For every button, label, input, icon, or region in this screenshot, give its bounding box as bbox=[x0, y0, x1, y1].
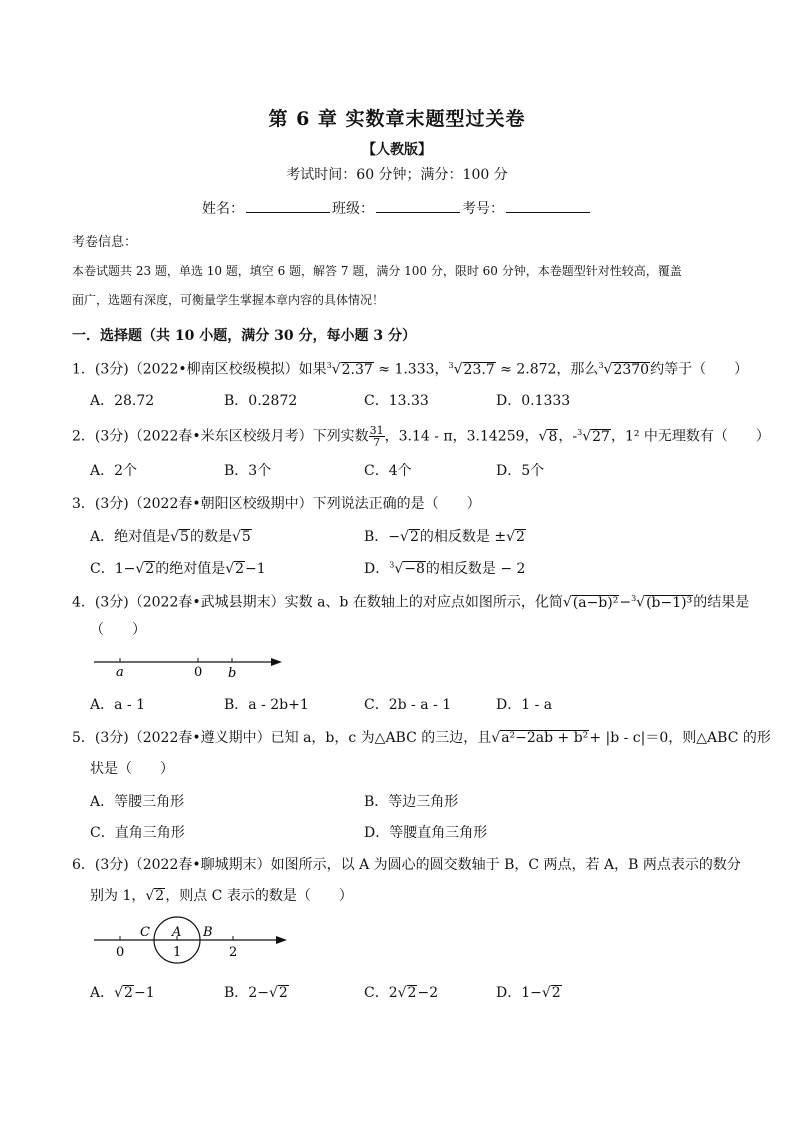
section-title: 一．选择题（共 10 小题，满分 30 分，每小题 3 分） bbox=[72, 328, 416, 344]
q4-number-line bbox=[90, 650, 290, 682]
question-4: 4．(3分)（2022春•武城县期末）实数 a、b 在数轴上的对应点如图所示，化简√(a−b)²−$^3$√(b−1)³的结果是 bbox=[72, 594, 750, 611]
question-6: 6．(3分)（2022春•聊城期末）如图所示，以 A 为圆心的圆交数轴于 B，C 两点，若 A，B 两点表示的数分 bbox=[72, 857, 741, 873]
q1-text-2: ≈ 2.872，那么 bbox=[500, 361, 599, 378]
q2-radicand-1: 8 bbox=[548, 428, 558, 445]
exam-info: 考试时间：60 分钟；满分：100 分 bbox=[286, 167, 508, 183]
q1-radicand-2: 23.7 bbox=[463, 361, 495, 378]
q1-prefix: 1．(3分)（2022•柳南区校级模拟）如果 bbox=[72, 361, 327, 378]
q3-option-a[interactable]: A．绝对值是√5的数是√5 bbox=[90, 529, 251, 545]
q3-option-c[interactable]: C．1−√2的绝对值是√2−1 bbox=[90, 561, 266, 577]
q6-line-2: 别为 1，√2，则点 C 表示的数是（ ） bbox=[90, 888, 353, 904]
q2-tail: ，1² 中无理数有（ ） bbox=[610, 428, 770, 445]
page-title: 第 6 章 实数章末题型过关卷 bbox=[268, 108, 526, 130]
question-2: 2．(3分)（2022春•米东区校级月考）下列实数 $\frac{31}{7}$ ，3.14 - π，3.14259，√8，-$^3$√27，1² 中无理数有（ ） bbox=[72, 424, 770, 450]
number-field[interactable] bbox=[506, 198, 590, 213]
q6-option-d[interactable]: D．1−√2 bbox=[496, 985, 561, 1001]
q6-option-a[interactable]: A．√2−1 bbox=[90, 985, 155, 1001]
edition-label: 【人教版】 bbox=[362, 142, 432, 158]
q2-option-c[interactable]: C．4个 bbox=[364, 463, 412, 479]
q2-option-b[interactable]: B．3个 bbox=[224, 463, 272, 479]
q4-option-a[interactable]: A．a - 1 bbox=[90, 697, 145, 713]
q1-radicand-3: 2370 bbox=[613, 361, 650, 378]
q5-option-a[interactable]: A．等腰三角形 bbox=[90, 794, 185, 810]
q4-option-b[interactable]: B．a - 2b+1 bbox=[224, 697, 309, 713]
q4-prefix: 4．(3分)（2022春•武城县期末）实数 a、b 在数轴上的对应点如图所示，化简 bbox=[72, 594, 563, 611]
info-line-2: 面广，选题有深度，可衡量学生掌握本章内容的具体情况！ bbox=[72, 293, 385, 307]
q1-option-a[interactable]: A．28.72 bbox=[90, 393, 155, 409]
q6-number-line bbox=[90, 914, 300, 964]
q2-mid: ，3.14 - π，3.14259， bbox=[384, 428, 539, 445]
q4-paren: （ ） bbox=[90, 622, 146, 638]
q6-label-B: B bbox=[203, 925, 213, 940]
class-label: 班级： bbox=[332, 201, 374, 217]
name-label: 姓名： bbox=[202, 201, 244, 217]
q1-option-d[interactable]: D．0.1333 bbox=[496, 393, 571, 409]
q5-line-2: 状是（ ） bbox=[90, 761, 174, 777]
q5-option-c[interactable]: C．直角三角形 bbox=[90, 825, 185, 841]
q4-label-a: a bbox=[116, 665, 124, 680]
q2-prefix: 2．(3分)（2022春•米东区校级月考）下列实数 bbox=[72, 428, 369, 445]
q4-axis-arrow bbox=[271, 658, 282, 666]
name-field[interactable] bbox=[246, 198, 330, 213]
q5-tail: + |b - c|＝0，则△ABC 的形 bbox=[589, 730, 771, 746]
q5-option-d[interactable]: D．等腰直角三角形 bbox=[364, 825, 488, 841]
q6-label-2: 2 bbox=[229, 945, 238, 960]
q4-radicand-1: (a−b)² bbox=[572, 594, 619, 611]
q6-axis-arrow bbox=[276, 936, 287, 944]
q1-text-1: ≈ 1.333， bbox=[378, 361, 449, 378]
q5-option-b[interactable]: B．等边三角形 bbox=[364, 794, 459, 810]
q1-option-b[interactable]: B．0.2872 bbox=[224, 393, 298, 409]
q6-option-b[interactable]: B．2−√2 bbox=[224, 985, 288, 1001]
q3-option-b[interactable]: B．−√2的相反数是 ±√2 bbox=[364, 529, 525, 545]
class-field[interactable] bbox=[376, 198, 460, 213]
q5-radicand: a²−2ab + b² bbox=[501, 730, 589, 746]
q2-radicand-2: 27 bbox=[592, 428, 610, 445]
question-3: 3．(3分)（2022春•朝阳区校级期中）下列说法正确的是（ ） bbox=[72, 496, 481, 512]
info-line-1: 本卷试题共 23 题，单选 10 题，填空 6 题，解答 7 题，满分 100 分，限时 60 分钟，本卷题型针对性较高，覆盖 bbox=[72, 264, 682, 278]
question-1: 1．(3分)（2022•柳南区校级模拟）如果$^3$√2.37 ≈ 1.333，$^3$√23.7 ≈ 2.872，那么$^3$√2370约等于（ ） bbox=[72, 361, 749, 378]
q2-option-d[interactable]: D．5个 bbox=[496, 463, 545, 479]
q1-option-c[interactable]: C．13.33 bbox=[364, 393, 429, 409]
q2-option-a[interactable]: A．2个 bbox=[90, 463, 138, 479]
q4-label-0: 0 bbox=[194, 665, 203, 680]
q6-option-c[interactable]: C．2√2−2 bbox=[364, 985, 439, 1001]
q6-label-1: 1 bbox=[173, 945, 182, 960]
student-fields bbox=[0, 198, 794, 218]
info-heading: 考卷信息： bbox=[72, 235, 138, 250]
q6-label-A: A bbox=[172, 925, 182, 940]
q4-option-d[interactable]: D．1 - a bbox=[496, 697, 553, 713]
q4-option-c[interactable]: C．2b - a - 1 bbox=[364, 697, 452, 713]
question-5: 5．(3分)（2022春•遵义期中）已知 a，b，c 为△ABC 的三边，且√a²−2ab + b²+ |b - c|＝0，则△ABC 的形 bbox=[72, 730, 771, 746]
q3-option-d[interactable]: D．$^3$√−8的相反数是 − 2 bbox=[364, 560, 526, 577]
q2-fraction: $\frac{31}{7}$ bbox=[369, 424, 384, 450]
q4-label-b: b bbox=[228, 666, 237, 681]
q6-label-C: C bbox=[140, 925, 150, 940]
q4-radicand-2: (b−1)³ bbox=[646, 594, 693, 611]
q1-text-3: 约等于（ ） bbox=[650, 361, 749, 378]
q1-radicand-1: 2.37 bbox=[341, 361, 373, 378]
number-label: 考号： bbox=[462, 201, 504, 217]
q5-prefix: 5．(3分)（2022春•遵义期中）已知 a，b，c 为△ABC 的三边，且 bbox=[72, 730, 492, 746]
q2-sep: ，- bbox=[558, 428, 578, 445]
q6-label-0: 0 bbox=[116, 945, 125, 960]
